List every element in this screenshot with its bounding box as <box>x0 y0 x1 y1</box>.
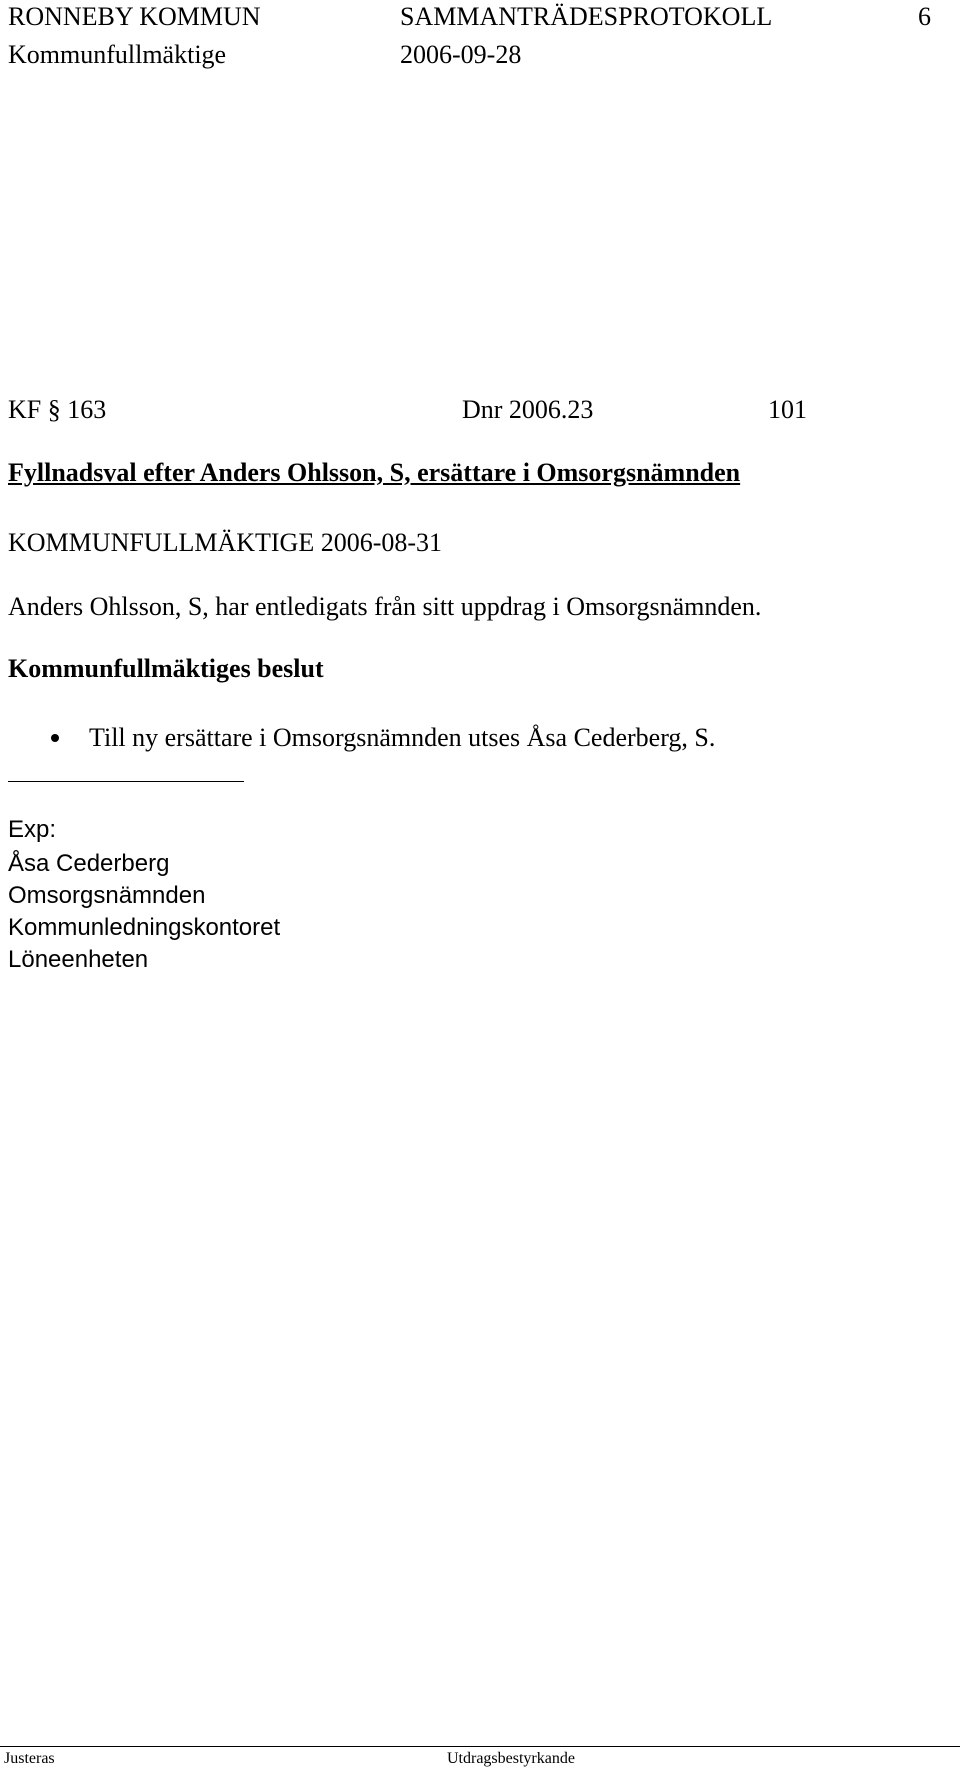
case-text: Anders Ohlsson, S, har entledigats från sitt uppdrag i Omsorgsnämnden. <box>8 592 762 621</box>
footer-justeras: Justeras <box>4 1750 55 1767</box>
document-type: SAMMANTRÄDESPROTOKOLL <box>400 2 773 31</box>
protocol-date: 2006-09-28 <box>400 40 522 69</box>
case-number: 101 <box>768 395 807 424</box>
expedition-list <box>8 848 280 976</box>
page-number: 6 <box>918 2 931 31</box>
footer-utdragsbestyrkande: Utdragsbestyrkande <box>447 1750 575 1767</box>
case-reference: KF § 163 <box>8 395 107 424</box>
expedition-recipient: Omsorgsnämnden <box>8 882 206 909</box>
bullet-icon <box>51 734 59 742</box>
expedition-label: Exp: <box>8 816 57 843</box>
case-heading: Fyllnadsval efter Anders Ohlsson, S, ersättare i Omsorgsnämnden <box>8 458 741 487</box>
meeting-reference: KOMMUNFULLMÄKTIGE 2006-08-31 <box>8 528 443 557</box>
separator-line <box>8 781 244 782</box>
organization-name: RONNEBY KOMMUN <box>8 2 261 31</box>
footer-line <box>0 1746 960 1747</box>
decision-heading: Kommunfullmäktiges beslut <box>8 654 324 683</box>
case-dnr: Dnr 2006.23 <box>462 395 594 424</box>
expedition-recipient: Åsa Cederberg <box>8 850 170 877</box>
expedition-recipient: Kommunledningskontoret <box>8 914 281 941</box>
expedition-recipient: Löneenheten <box>8 946 149 973</box>
decision-item: Till ny ersättare i Omsorgsnämnden utses Åsa Cederberg, S. <box>89 723 716 752</box>
assembly-name: Kommunfullmäktige <box>8 40 227 69</box>
